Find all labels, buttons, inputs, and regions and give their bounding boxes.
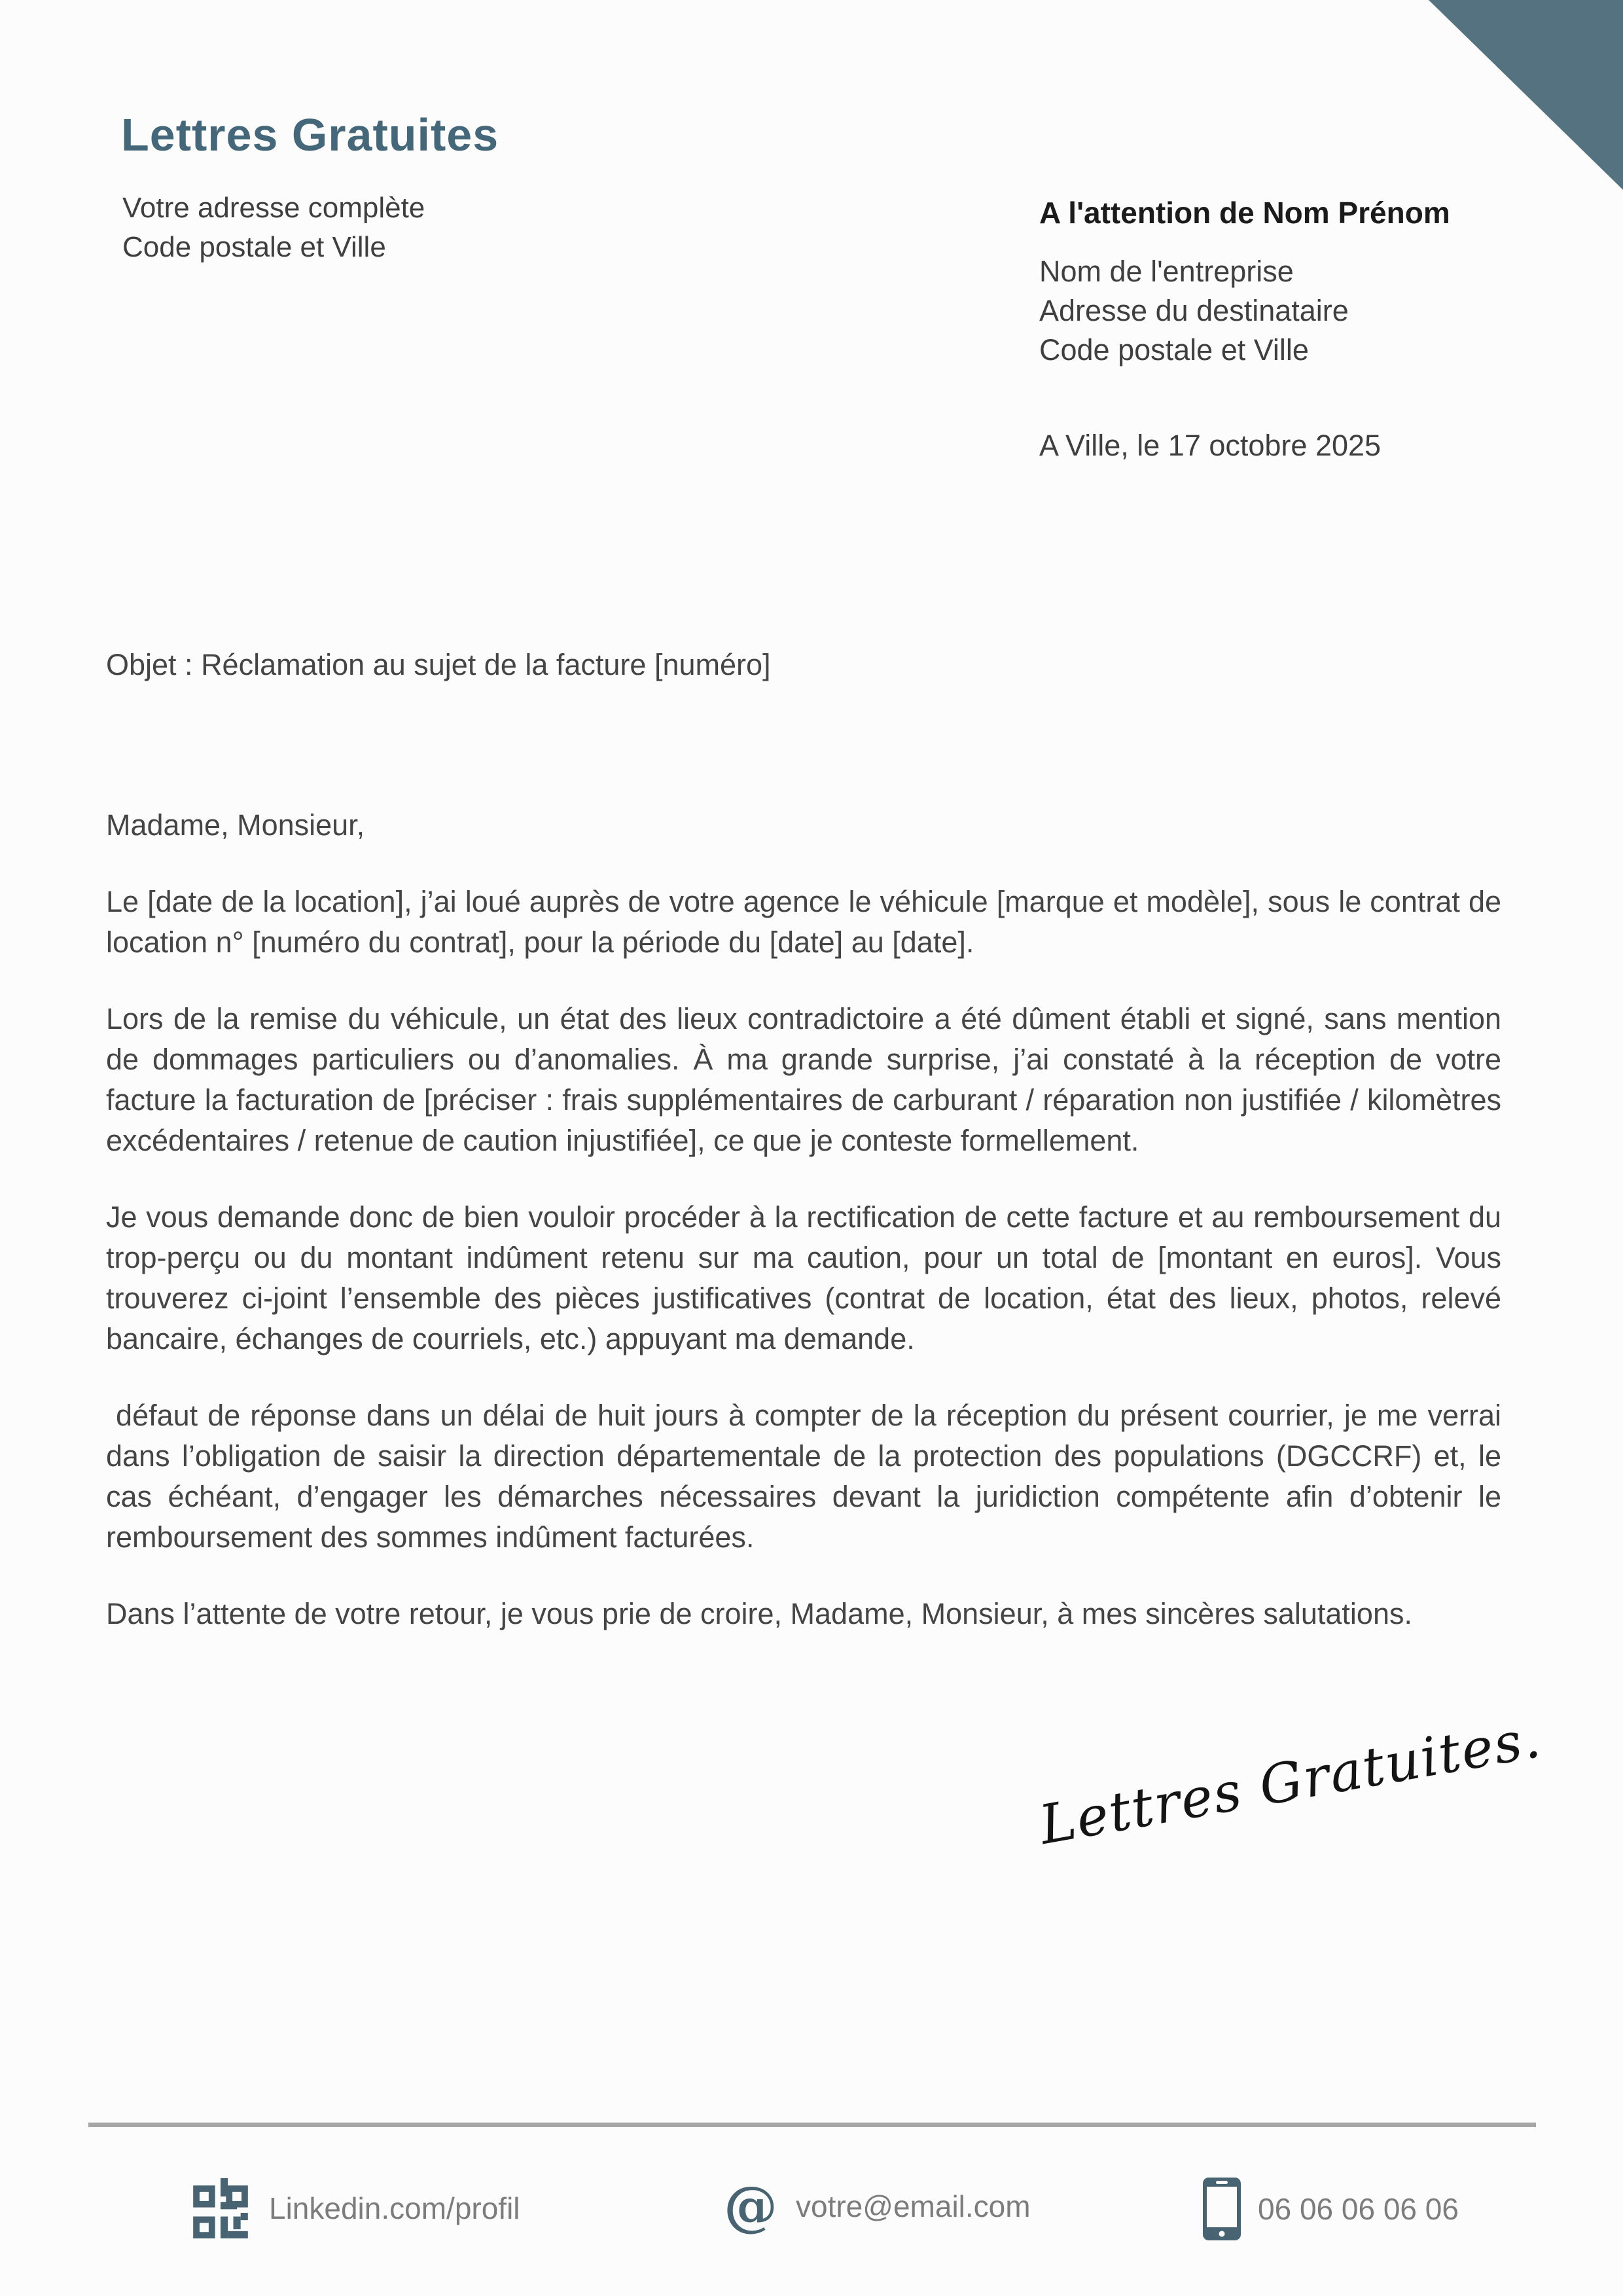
recipient-attention-line: A l'attention de Nom Prénom — [1039, 196, 1450, 230]
footer-email-item — [724, 2175, 1031, 2238]
qr-code-icon — [193, 2178, 248, 2238]
brand-logo-text: Lettres Gratuites — [121, 109, 499, 160]
at-sign-icon: @ — [724, 2175, 777, 2238]
paragraph-closing: Dans l’attente de votre retour, je vous prie de croire, Madame, Monsieur, à mes sincères salutations. — [106, 1597, 1412, 1630]
corner-triangle-decoration — [1429, 0, 1623, 190]
signature-handwriting: Lettres Gratuites. — [1035, 1707, 1546, 1857]
salutation: Madame, Monsieur, — [106, 808, 365, 842]
recipient-street-line: Adresse du destinataire — [1039, 294, 1349, 327]
recipient-company-line: Nom de l'entreprise — [1039, 255, 1294, 288]
footer-phone-item — [1203, 2178, 1459, 2240]
footer-linkedin-item — [193, 2178, 520, 2238]
paragraph-rental-details: Le [date de la location], j’ai loué auprès de votre agence le véhicule [marque et modèle], sous le contrat de location n° [numéro du contrat], pour la période du [date] au [date]. — [106, 885, 1501, 959]
phone-number-text: 06 06 06 06 06 — [1258, 2192, 1459, 2226]
letter-body — [106, 645, 1501, 1634]
recipient-city-line: Code postale et Ville — [1039, 333, 1309, 367]
footer-divider — [88, 2123, 1536, 2127]
recipient-address-lines — [1039, 252, 1450, 370]
letter-dateline: A Ville, le 17 octobre 2025 — [1039, 429, 1382, 462]
paragraph-legal-warning: défaut de réponse dans un délai de huit jours à compter de la réception du présent courrier, je me verrai dans l’obligation de saisir la direction départementale de la protection des populations (DGCCRF) et, le cas échéant, d’engager les démarches nécessaires devant la juridiction compétente afin d’obtenir le remboursement des sommes indûment facturées. — [106, 1399, 1501, 1554]
smartphone-icon — [1203, 2178, 1241, 2240]
email-address-text: votre@email.com — [796, 2189, 1031, 2223]
recipient-block — [1039, 192, 1450, 465]
sender-address-line: Votre adresse complète — [122, 192, 425, 224]
paragraph-refund-request: Je vous demande donc de bien vouloir procéder à la rectification de cette facture et au remboursement du trop-perçu ou du montant indûment retenu sur ma caution, pour un total de [montant en euros]. Vous trouverez ci-joint l’ensemble des pièces justificatives (contrat de location, état des lieux, photos, relevé bancaire, échanges de courriels, etc.) appuyant ma demande. — [106, 1200, 1501, 1355]
subject-line: Objet : Réclamation au sujet de la facture [numéro] — [106, 648, 771, 681]
sender-city-line: Code postale et Ville — [122, 231, 386, 263]
paragraph-contested-charges: Lors de la remise du véhicule, un état des lieux contradictoire a été dûment établi et signé, sans mention de dommages particuliers ou d’anomalies. À ma grande surprise, j’ai constaté à la réception de votre facture la facturation de [préciser : frais supplémentaires de carburant / réparation non justifiée / kilomètres excédentaires / retenue de caution injustifiée], ce que je conteste formellement. — [106, 1002, 1501, 1157]
linkedin-profile-text: Linkedin.com/profil — [269, 2191, 520, 2225]
sender-address-block — [122, 188, 425, 267]
